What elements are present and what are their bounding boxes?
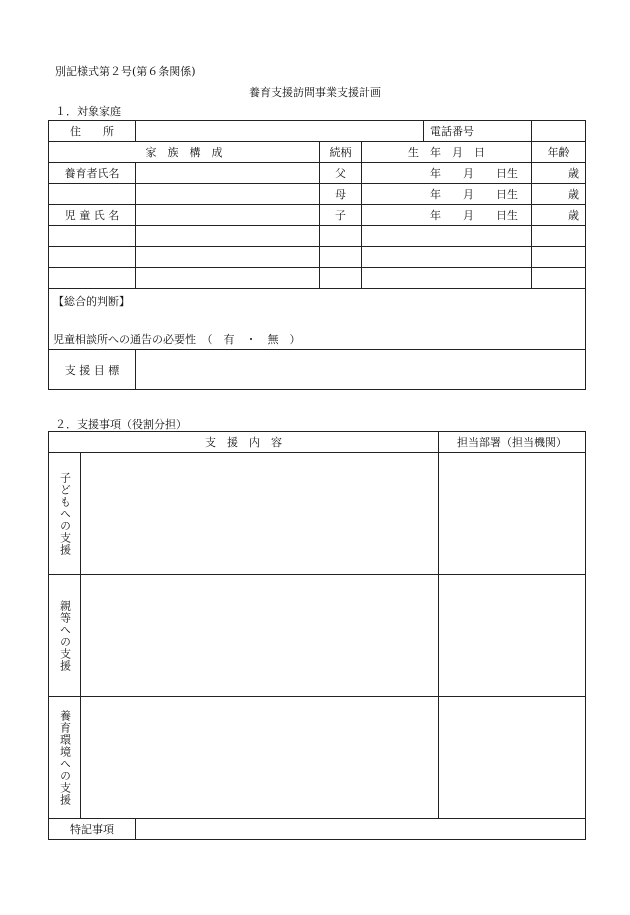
support-row-label [49,575,81,697]
phone-label: 電話番号 [424,121,532,142]
birthdate-cell[interactable] [362,205,532,226]
guardian-name-label: 養育者氏名 [49,163,136,184]
notification-necessity: 児童相談所への通告の必要性 （ 有 ・ 無 ） [53,333,301,346]
relation-cell: 父 [320,163,362,184]
special-notes-field[interactable] [136,819,586,840]
support-table [48,431,586,840]
name-label-cell [49,184,136,205]
age-cell[interactable]: 歳 [532,205,586,226]
family-row-empty [49,247,586,268]
child-support-label: 子どもへの支援 [58,471,72,556]
age-cell[interactable]: 歳 [532,163,586,184]
relation-header: 続柄 [320,142,362,163]
family-row-empty [49,268,586,289]
responsible-dept-field[interactable] [439,453,586,575]
parent-support-label: 親等への支援 [58,599,72,672]
support-content-field[interactable] [81,697,439,819]
family-table [48,120,586,390]
age-cell[interactable]: 歳 [532,184,586,205]
year-unit: 年 [430,209,441,222]
family-row-empty [49,226,586,247]
responsible-dept-field[interactable] [439,697,586,819]
support-goal-label: 支 援 目 標 [49,350,136,390]
phone-field[interactable] [532,121,586,142]
form-reference: 別記様式第２号(第６条関係) [55,65,196,78]
name-field[interactable] [136,163,320,184]
responsible-dept-field[interactable] [439,575,586,697]
name-field[interactable] [136,205,320,226]
special-notes-label: 特記事項 [49,819,136,840]
month-unit: 月 [463,209,474,222]
day-unit: 日生 [496,209,518,222]
child-name-label: 児 童 氏 名 [49,205,136,226]
support-content-field[interactable] [81,453,439,575]
address-field[interactable] [136,121,424,142]
birthdate-header: 生 年 月 日 [362,142,532,163]
year-unit: 年 [430,167,441,180]
overall-judgment-box[interactable] [49,289,586,350]
year-unit: 年 [430,188,441,201]
section2-heading: ２．支援事項（役割分担） [55,418,187,431]
page-title: 養育支援訪問事業支援計画 [249,86,381,99]
month-unit: 月 [463,167,474,180]
support-content-header: 支 援 内 容 [49,432,439,453]
family-row [49,163,586,184]
environment-support-label: 養育環境への支援 [58,709,72,806]
birthdate-cell[interactable] [362,163,532,184]
relation-cell: 子 [320,205,362,226]
name-field[interactable] [136,184,320,205]
overall-judgment-label: 【総合的判断】 [53,295,130,308]
support-goal-field[interactable] [136,350,586,390]
month-unit: 月 [463,188,474,201]
birthdate-cell[interactable] [362,184,532,205]
relation-cell: 母 [320,184,362,205]
day-unit: 日生 [496,167,518,180]
family-row [49,184,586,205]
support-row-label [49,453,81,575]
day-unit: 日生 [496,188,518,201]
family-composition-header: 家 族 構 成 [49,142,320,163]
support-row-label [49,697,81,819]
section1-heading: １．対象家庭 [55,105,121,118]
address-label: 住 所 [49,121,136,142]
support-content-field[interactable] [81,575,439,697]
responsible-dept-header: 担当部署（担当機関） [439,432,586,453]
family-row [49,205,586,226]
age-header: 年齢 [532,142,586,163]
